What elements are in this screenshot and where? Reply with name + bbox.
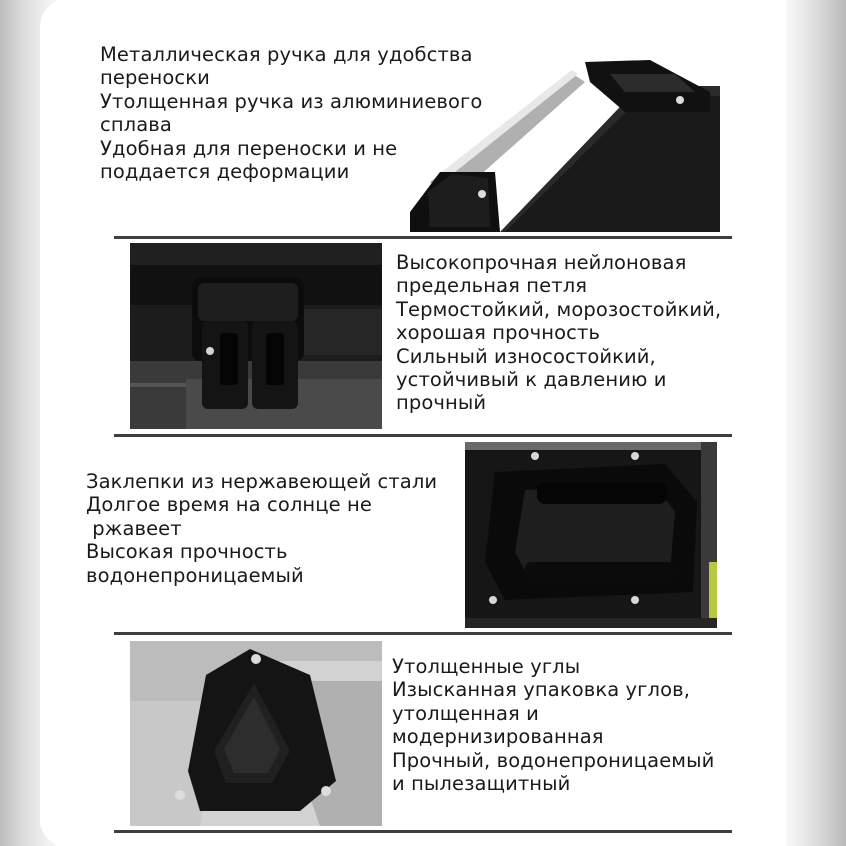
corner-feature-text xyxy=(392,655,714,795)
feature-line: хорошая прочность xyxy=(396,321,601,345)
aluminium-handle-photo xyxy=(410,52,720,232)
feature-line: и пылезащитный xyxy=(392,772,571,796)
corner-protector-photo xyxy=(130,641,382,826)
feature-line: Высокопрочная нейлоновая xyxy=(396,251,687,274)
section-divider xyxy=(114,632,732,635)
feature-line: Удобная для переноски и не xyxy=(100,136,398,160)
feature-line: Утолщенная ручка из алюминиевого xyxy=(100,89,483,113)
feature-line: Утолщенные углы xyxy=(392,655,581,678)
feature-line: устойчивый к давлению и xyxy=(396,368,667,392)
right-gradient-border xyxy=(786,0,846,846)
feature-line: Долгое время на солнце не xyxy=(86,493,372,517)
feature-line: Высокая прочность xyxy=(86,540,288,564)
feature-line: модернизированная xyxy=(392,725,604,749)
feature-line: Металлическая ручка для удобства xyxy=(100,43,473,66)
feature-line: водонепроницаемый xyxy=(86,563,304,587)
nylon-hinge-photo xyxy=(130,243,382,429)
feature-line: переноски xyxy=(100,66,210,90)
feature-line: сплава xyxy=(100,113,172,137)
corner-illustration xyxy=(130,641,382,826)
feature-line: поддается деформации xyxy=(100,160,350,184)
feature-line: Сильный износостойкий, xyxy=(396,344,656,368)
feature-line: Заклепки из нержавеющей стали xyxy=(86,470,438,493)
rivet-handle-illustration xyxy=(465,442,717,628)
feature-line: прочный xyxy=(396,391,487,415)
section-divider xyxy=(114,434,732,437)
feature-line: утолщенная и xyxy=(392,701,539,725)
feature-line: Термостойкий, морозостойкий, xyxy=(396,297,722,321)
handle-illustration xyxy=(410,52,720,232)
hinge-feature-text xyxy=(396,251,721,415)
hinge-illustration xyxy=(130,243,382,429)
section-divider xyxy=(114,830,732,833)
steel-rivet-handle-photo xyxy=(465,442,717,628)
feature-line: предельная петля xyxy=(396,274,588,298)
rivet-feature-text xyxy=(86,470,437,587)
section-divider xyxy=(114,236,732,239)
feature-line: Изысканная упаковка углов, xyxy=(392,678,691,702)
feature-line: Прочный, водонепроницаемый xyxy=(392,748,715,772)
feature-line: ржавеет xyxy=(86,516,182,540)
